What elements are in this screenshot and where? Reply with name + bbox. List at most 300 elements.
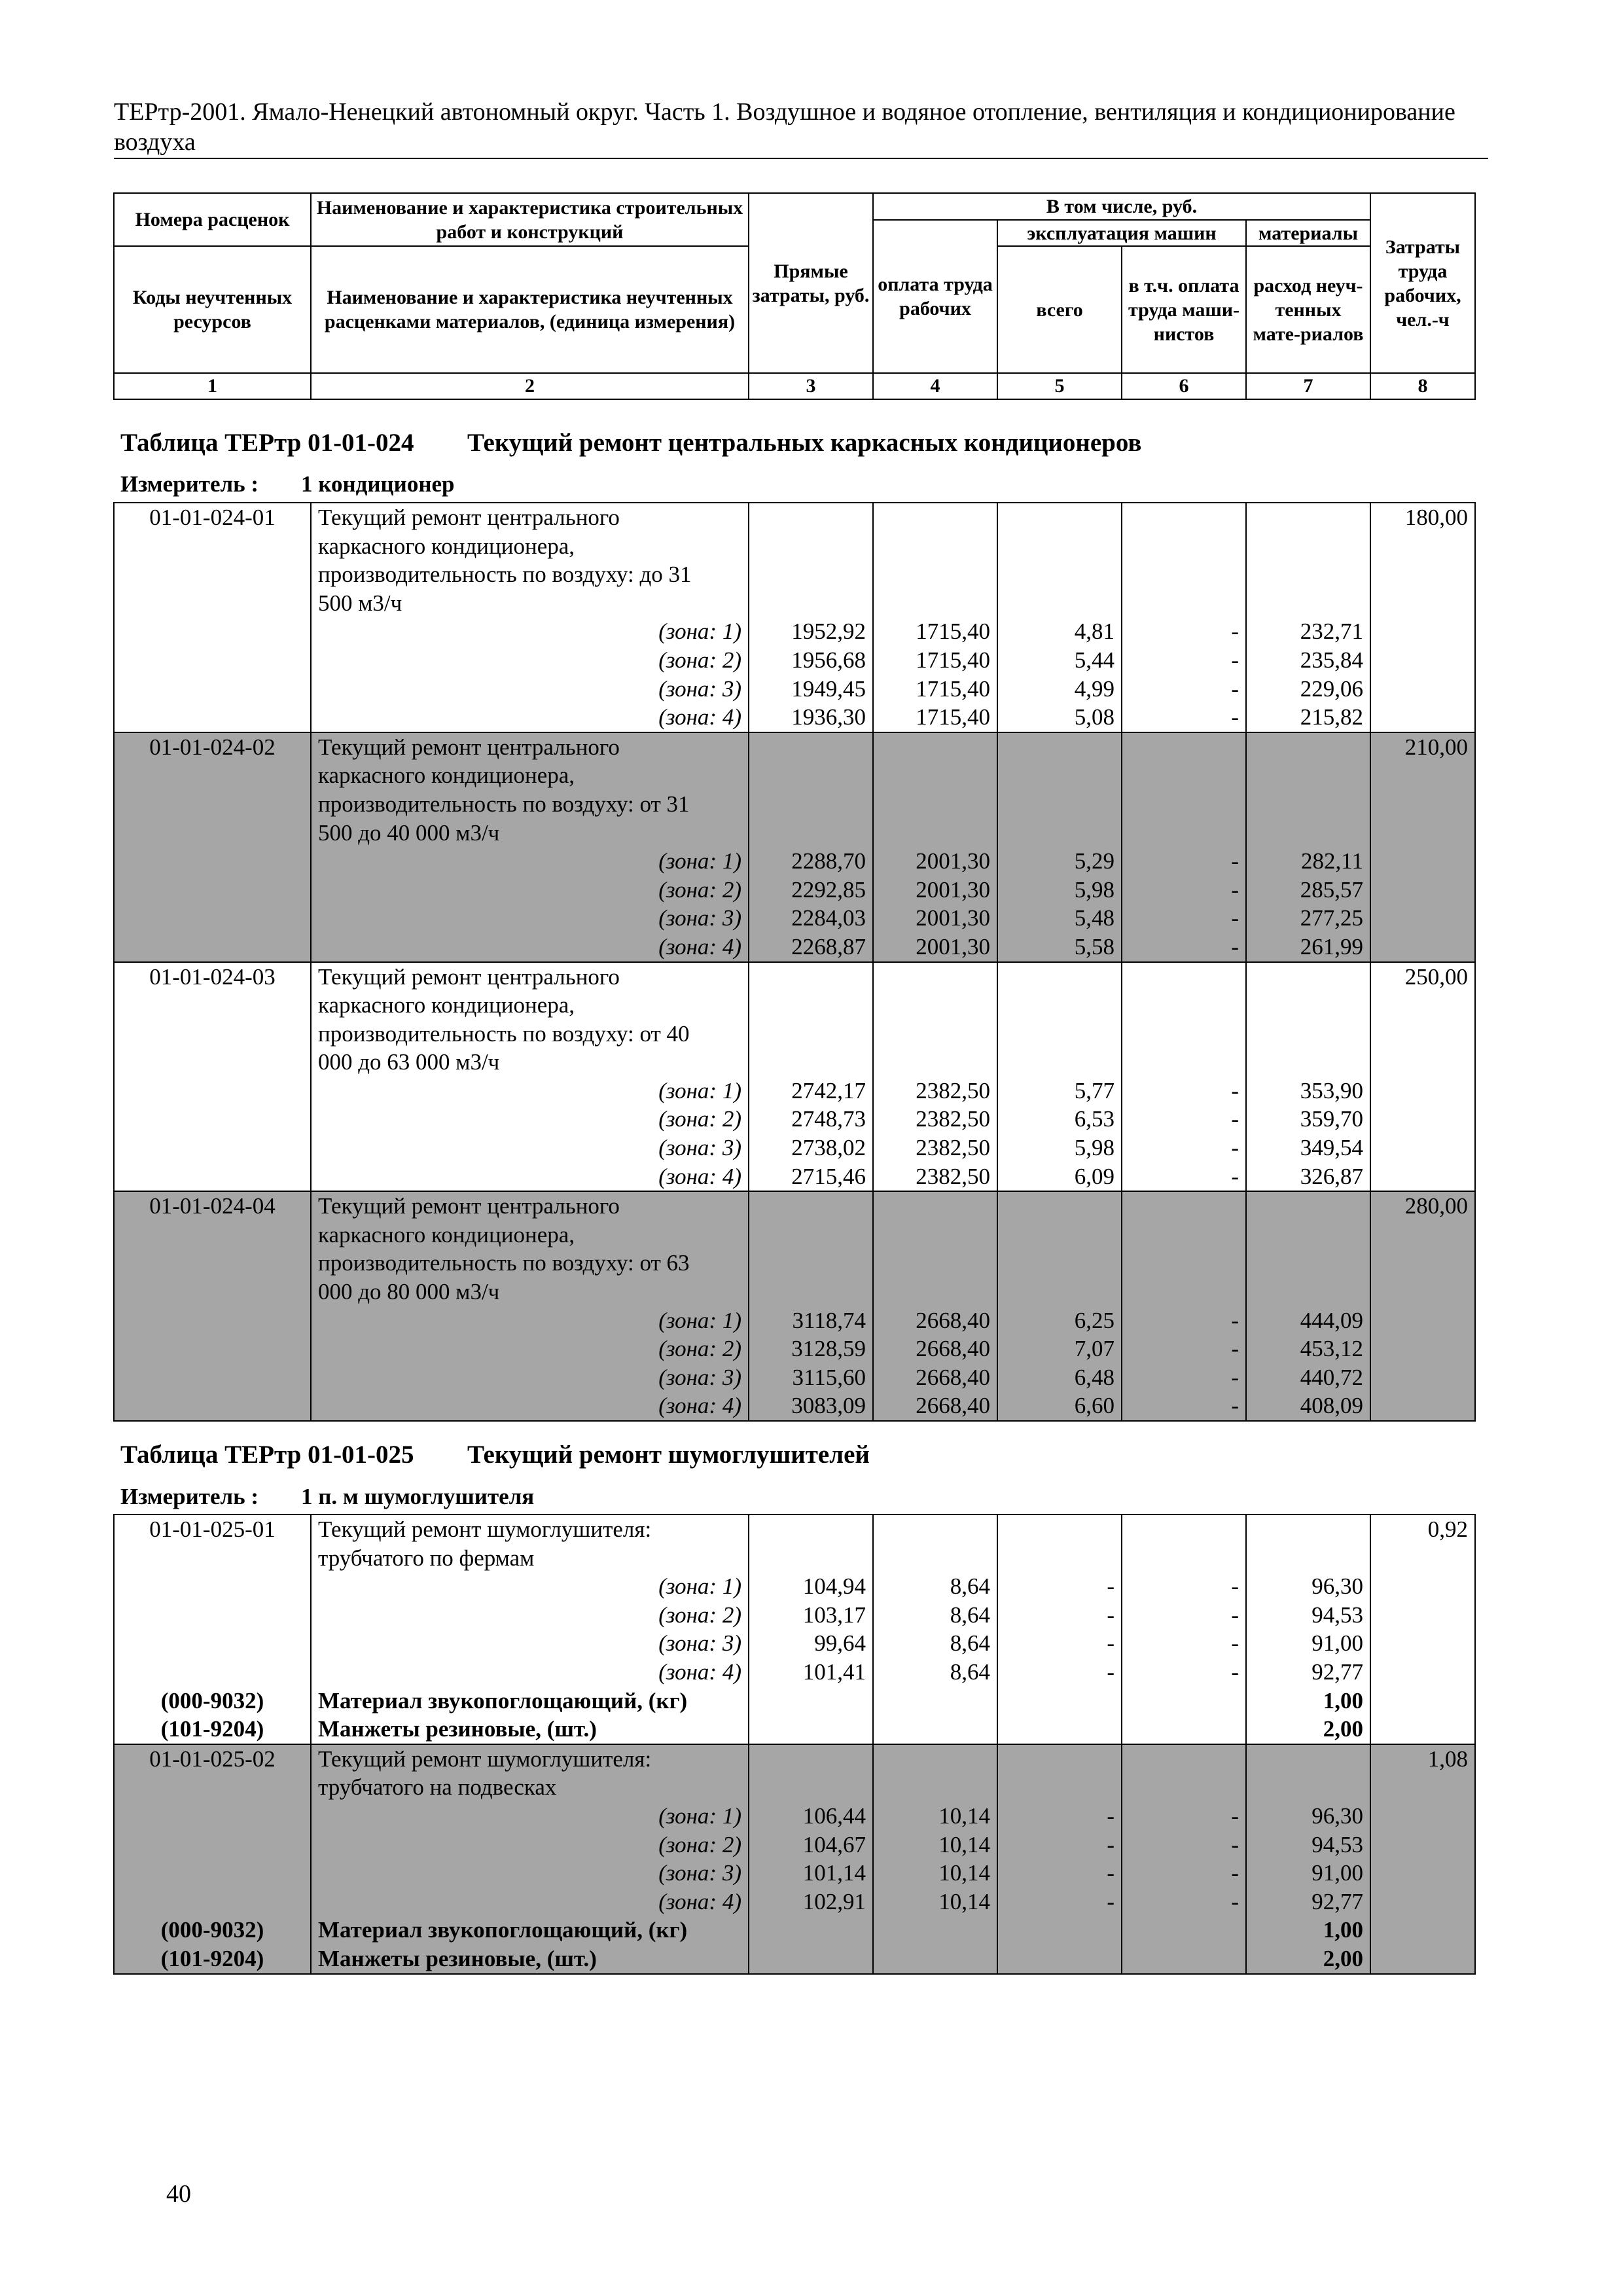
materials-cost: 91,00 [1311,1630,1363,1657]
worker-wage-cell [873,1191,997,1421]
description-line: трубчатого на подвесках [318,1774,557,1801]
worker-wage: 8,64 [950,1630,990,1657]
spacer [756,733,866,762]
materials-cost-cell [1246,732,1370,962]
col-wage-header: оплата труда рабочих [873,220,997,373]
machines-total: - [1107,1803,1115,1829]
machines-total: - [1107,1860,1115,1886]
spacer [1005,589,1115,618]
spacer [880,761,990,790]
direct-cost: 2748,73 [791,1106,866,1132]
description-line: каркасного кондиционера, [318,1221,575,1247]
machines-total: 4,99 [1074,675,1115,702]
spacer [1005,761,1115,790]
materials-cost-cell [1246,962,1370,1192]
machinist-wage: - [1231,1307,1239,1333]
col-number: 7 [1246,373,1370,399]
col-including-header: В том числе, руб. [873,193,1370,220]
rate-code: 01-01-024-02 [149,734,276,760]
description-line: производительность по воздуху: от 40 [318,1020,690,1047]
spacer [1253,1544,1363,1573]
materials-cost: 92,77 [1311,1888,1363,1914]
rate-code-cell [114,962,311,1192]
spacer [880,1773,990,1802]
worker-wage: 1715,40 [916,675,990,702]
col-number: 4 [873,373,997,399]
spacer [1129,1544,1239,1573]
spacer [1129,560,1239,589]
spacer [1253,1773,1363,1802]
meter-label: Измеритель : [120,1484,259,1509]
materials-cost: 285,57 [1300,876,1363,903]
zone-label: (зона: 1) [658,1077,741,1103]
description-line: 500 м3/ч [318,590,402,616]
machinist-wage: - [1231,704,1239,730]
machines-total-cell [997,732,1122,962]
direct-cost-cell [749,962,873,1192]
spacer [880,1745,990,1774]
zone-label: (зона: 2) [658,647,741,673]
spacer [1129,1048,1239,1077]
direct-cost: 1936,30 [791,704,866,730]
col-machines-header: эксплуатация машин [997,220,1246,246]
direct-cost: 2742,17 [791,1077,866,1103]
zone-label: (зона: 2) [658,1602,741,1628]
materials-cost: 261,99 [1300,933,1363,960]
machinist-wage: - [1231,1364,1239,1390]
spacer [756,532,866,561]
labor-value: 1,08 [1427,1746,1468,1772]
machinist-wage: - [1231,1860,1239,1886]
description-line: каркасного кондиционера, [318,992,575,1018]
table-title-code: Таблица ТЕРтр 01-01-025 [120,1441,414,1469]
spacer [1129,963,1239,992]
spacer [1005,1020,1115,1049]
spacer [1129,1278,1239,1306]
zone-label: (зона: 4) [658,1163,741,1189]
spacer [880,1192,990,1221]
spacer [121,1629,304,1658]
worker-wage: 10,14 [938,1860,990,1886]
zone-label: (зона: 1) [658,1573,741,1600]
spacer [1253,1515,1363,1544]
spacer [1005,819,1115,848]
spacer [756,1773,866,1802]
direct-cost-cell [749,503,873,732]
machines-total: 5,98 [1074,876,1115,903]
spacer [1005,1221,1115,1249]
labor-cell [1370,1744,1475,1974]
zone-label: (зона: 2) [658,1831,741,1857]
spacer [1253,1249,1363,1278]
direct-cost: 104,67 [802,1831,866,1857]
direct-cost: 2268,87 [791,933,866,960]
machines-total: 6,25 [1074,1307,1115,1333]
spacer [1129,790,1239,819]
spacer [1005,1745,1115,1774]
description-line: 500 до 40 000 м3/ч [318,819,500,846]
direct-cost: 3083,09 [791,1393,866,1419]
spacer [1005,790,1115,819]
worker-wage-cell [873,732,997,962]
spacer [121,1544,304,1573]
spacer [1005,560,1115,589]
labor-cell [1370,962,1475,1192]
worker-wage: 10,14 [938,1831,990,1857]
machinist-wage: - [1231,1135,1239,1161]
spacer [756,963,866,992]
spacer [121,1773,304,1802]
spacer [880,733,990,762]
machines-total-cell [997,962,1122,1192]
machines-total: 6,48 [1074,1364,1115,1390]
spacer [1253,991,1363,1020]
zone-label: (зона: 3) [658,675,741,702]
machinist-wage: - [1231,1659,1239,1685]
worker-wage: 2001,30 [916,876,990,903]
col-materials-header: материалы [1246,220,1370,246]
machines-total: - [1107,1630,1115,1657]
spacer [880,963,990,992]
page-header: ТЕРтр-2001. Ямало-Ненецкий автономный округ. Часть 1. Воздушное и водяное отопление, вентиляция и кондиционирование воздуха [114,98,1455,156]
machines-total: 6,60 [1074,1393,1115,1419]
spacer [1253,1278,1363,1306]
table-title-name: Текущий ремонт шумоглушителей [467,1441,870,1469]
machines-total: - [1107,1573,1115,1600]
spacer [121,1802,304,1831]
spacer [1129,532,1239,561]
machinist-wage: - [1231,675,1239,702]
zone-label: (зона: 3) [658,1364,741,1390]
col-number: 8 [1370,373,1475,399]
direct-cost: 102,91 [802,1888,866,1914]
spacer [880,560,990,589]
worker-wage: 10,14 [938,1803,990,1829]
description-line: Текущий ремонт центрального [318,734,620,760]
spacer [1253,1020,1363,1049]
col-number: 1 [114,373,311,399]
machinist-wage: - [1231,1803,1239,1829]
spacer [1005,1515,1115,1544]
resource-quantity: 1,00 [1323,1687,1363,1713]
spacer [1253,503,1363,532]
spacer [1253,790,1363,819]
spacer [880,991,990,1020]
col-direct-costs-header: Прямые затраты, руб. [749,193,873,373]
spacer [756,1221,866,1249]
spacer [1253,733,1363,762]
machinist-wage: - [1231,1573,1239,1600]
machines-total: 5,77 [1074,1077,1115,1103]
materials-cost-cell [1246,1744,1370,1974]
description-line: Текущий ремонт центрального [318,505,620,530]
col-number: 3 [749,373,873,399]
machinist-wage: - [1231,1077,1239,1103]
direct-cost: 3128,59 [791,1336,866,1362]
resource-name: Материал звукопоглощающий, (кг) [318,1687,688,1713]
worker-wage: 2668,40 [916,1364,990,1390]
materials-cost: 359,70 [1300,1106,1363,1132]
direct-cost-cell [749,1191,873,1421]
spacer [1005,1192,1115,1221]
spacer [1005,532,1115,561]
spacer [1005,1278,1115,1306]
materials-cost: 92,77 [1311,1659,1363,1685]
spacer [1253,963,1363,992]
machinist-wage: - [1231,1630,1239,1657]
col-material-use-header: расход неуч-тенных мате-риалов [1246,246,1370,373]
machines-total-cell [997,503,1122,732]
materials-cost: 282,11 [1301,848,1363,874]
materials-cost: 232,71 [1300,619,1363,645]
col-number: 6 [1122,373,1246,399]
materials-cost: 326,87 [1300,1163,1363,1189]
description-line: производительность по воздуху: от 31 [318,791,690,817]
spacer [1129,1249,1239,1278]
spacer [121,1572,304,1601]
resource-code: (101-9204) [160,1716,264,1742]
table-title [120,428,1141,457]
direct-cost: 2715,46 [791,1163,866,1189]
spacer [1005,963,1115,992]
col-material-name-header: Наименование и характеристика неучтенных расценками материалов, (единица измерения) [311,246,749,373]
materials-cost-cell [1246,503,1370,732]
description-line: производительность по воздуху: от 63 [318,1250,690,1276]
labor-value: 0,92 [1427,1516,1468,1542]
materials-cost: 349,54 [1300,1135,1363,1161]
worker-wage: 8,64 [950,1573,990,1600]
spacer [756,1544,866,1573]
labor-value: 180,00 [1404,505,1468,530]
spacer [756,589,866,618]
direct-cost: 103,17 [802,1602,866,1628]
spacer [1129,1221,1239,1249]
spacer [880,1544,990,1573]
worker-wage: 8,64 [950,1659,990,1685]
zone-label: (зона: 1) [658,1307,741,1333]
materials-cost: 94,53 [1311,1831,1363,1857]
worker-wage: 8,64 [950,1602,990,1628]
rate-description-cell [311,1191,749,1421]
spacer [880,532,990,561]
machinist-wage: - [1231,848,1239,874]
table-title-name: Текущий ремонт центральных каркасных кондиционеров [467,429,1142,457]
meter-value: 1 п. м шумоглушителя [301,1484,535,1509]
machinist-wage: - [1231,1888,1239,1914]
rate-row [114,1515,1475,1744]
meter-value: 1 кондиционер [301,471,455,497]
spacer [880,1048,990,1077]
worker-wage: 2001,30 [916,905,990,931]
machines-total: 5,44 [1074,647,1115,673]
rates-table [113,1514,1476,1975]
spacer [880,1249,990,1278]
machines-total: 4,81 [1074,619,1115,645]
spacer [1005,733,1115,762]
spacer [1253,761,1363,790]
labor-value: 210,00 [1404,734,1468,760]
col-labor-header: Затраты труда рабочих, чел.-ч [1370,193,1475,373]
worker-wage: 2001,30 [916,848,990,874]
resource-quantity: 1,00 [1323,1917,1363,1943]
materials-cost: 215,82 [1300,704,1363,730]
worker-wage: 2382,50 [916,1163,990,1189]
spacer [880,1221,990,1249]
machinist-wage: - [1231,876,1239,903]
direct-cost: 3118,74 [792,1307,866,1333]
worker-wage: 2668,40 [916,1393,990,1419]
worker-wage: 2382,50 [916,1135,990,1161]
table-title [120,1440,870,1469]
col-resource-codes-header: Коды неучтенных ресурсов [114,246,311,373]
worker-wage: 2668,40 [916,1336,990,1362]
page-number: 40 [166,2180,191,2208]
spacer [1129,1773,1239,1802]
resource-quantity: 2,00 [1323,1945,1363,1971]
spacer [880,819,990,848]
direct-cost: 2284,03 [791,905,866,931]
spacer [756,1745,866,1774]
spacer [121,1859,304,1888]
machines-total-cell [997,1744,1122,1974]
machinist-wage: - [1231,1831,1239,1857]
rate-row [114,732,1475,962]
spacer [880,1278,990,1306]
rate-row [114,962,1475,1192]
direct-cost: 101,41 [802,1659,866,1685]
spacer [1253,1221,1363,1249]
rate-code: 01-01-024-04 [149,1193,276,1219]
zone-label: (зона: 4) [658,1659,741,1685]
worker-wage-cell [873,503,997,732]
spacer [121,1601,304,1630]
machinist-wage: - [1231,1602,1239,1628]
header-rule [114,158,1488,159]
machines-total: 5,29 [1074,848,1115,874]
materials-cost: 440,72 [1300,1364,1363,1390]
machinist-wage: - [1231,619,1239,645]
col-machines-total-header: всего [997,246,1122,373]
spacer [1129,589,1239,618]
spacer [121,1831,304,1859]
materials-cost: 96,30 [1311,1573,1363,1600]
resource-name: Материал звукопоглощающий, (кг) [318,1917,688,1943]
zone-label: (зона: 2) [658,1336,741,1362]
direct-cost: 106,44 [802,1803,866,1829]
spacer [1129,503,1239,532]
rate-code: 01-01-024-01 [149,505,276,530]
direct-cost: 3115,60 [792,1364,866,1390]
materials-cost: 91,00 [1311,1860,1363,1886]
spacer [756,1515,866,1544]
spacer [1005,1773,1115,1802]
rate-code: 01-01-025-02 [149,1746,276,1772]
direct-cost: 2738,02 [791,1135,866,1161]
description-line: трубчатого по фермам [318,1545,535,1571]
spacer [756,503,866,532]
machines-total-cell [997,1515,1122,1744]
spacer [1129,1745,1239,1774]
direct-cost-cell [749,1515,873,1744]
spacer [880,1020,990,1049]
zone-label: (зона: 2) [658,876,741,903]
machines-total: - [1107,1831,1115,1857]
rate-description-cell [311,1515,749,1744]
machinist-wage: - [1231,1336,1239,1362]
spacer [1129,733,1239,762]
direct-cost: 104,94 [802,1573,866,1600]
meter-label: Измеритель : [120,471,259,497]
labor-cell [1370,1191,1475,1421]
machines-total: 5,98 [1074,1135,1115,1161]
spacer [880,589,990,618]
resource-name: Манжеты резиновые, (шт.) [318,1716,597,1742]
spacer [1129,761,1239,790]
spacer [1253,532,1363,561]
direct-cost: 2292,85 [791,876,866,903]
machinist-wage: - [1231,905,1239,931]
worker-wage: 2382,50 [916,1077,990,1103]
direct-cost: 99,64 [814,1630,866,1657]
rate-description-cell [311,1744,749,1974]
spacer [756,1020,866,1049]
spacer [1005,1048,1115,1077]
spacer [880,1515,990,1544]
worker-wage: 1715,40 [916,704,990,730]
spacer [1129,1192,1239,1221]
machines-total: 7,07 [1074,1336,1115,1362]
labor-value: 280,00 [1404,1193,1468,1219]
machines-total: 5,48 [1074,905,1115,931]
spacer [1253,560,1363,589]
description-line: производительность по воздуху: до 31 [318,562,692,588]
spacer [756,1192,866,1221]
col-machinist-wage-header: в т.ч. оплата труда маши-нистов [1122,246,1246,373]
spacer [756,1249,866,1278]
rate-code-cell [114,503,311,732]
description-line: каркасного кондиционера, [318,762,575,789]
machinist-wage-cell [1122,1515,1246,1744]
materials-cost: 444,09 [1300,1307,1363,1333]
machinist-wage-cell [1122,962,1246,1192]
machinist-wage: - [1231,1106,1239,1132]
description-line: Текущий ремонт центрального [318,963,620,990]
col-rate-number-header: Номера расценок [114,193,311,246]
spacer [1129,1020,1239,1049]
worker-wage: 1715,40 [916,647,990,673]
machines-total: 6,09 [1074,1163,1115,1189]
machines-total: 5,08 [1074,704,1115,730]
direct-cost: 1949,45 [791,675,866,702]
materials-cost: 94,53 [1311,1602,1363,1628]
zone-label: (зона: 3) [658,1135,741,1161]
spacer [756,1278,866,1306]
spacer [1005,991,1115,1020]
spacer [121,1888,304,1916]
column-header-table [113,192,1476,400]
worker-wage: 1715,40 [916,619,990,645]
machinist-wage: - [1231,1393,1239,1419]
zone-label: (зона: 3) [658,1860,741,1886]
direct-cost: 2288,70 [791,848,866,874]
rate-code-cell [114,1515,311,1744]
worker-wage: 2668,40 [916,1307,990,1333]
materials-cost: 277,25 [1300,905,1363,931]
spacer [121,1658,304,1687]
machines-total: - [1107,1659,1115,1685]
rate-code-cell [114,732,311,962]
labor-cell [1370,732,1475,962]
